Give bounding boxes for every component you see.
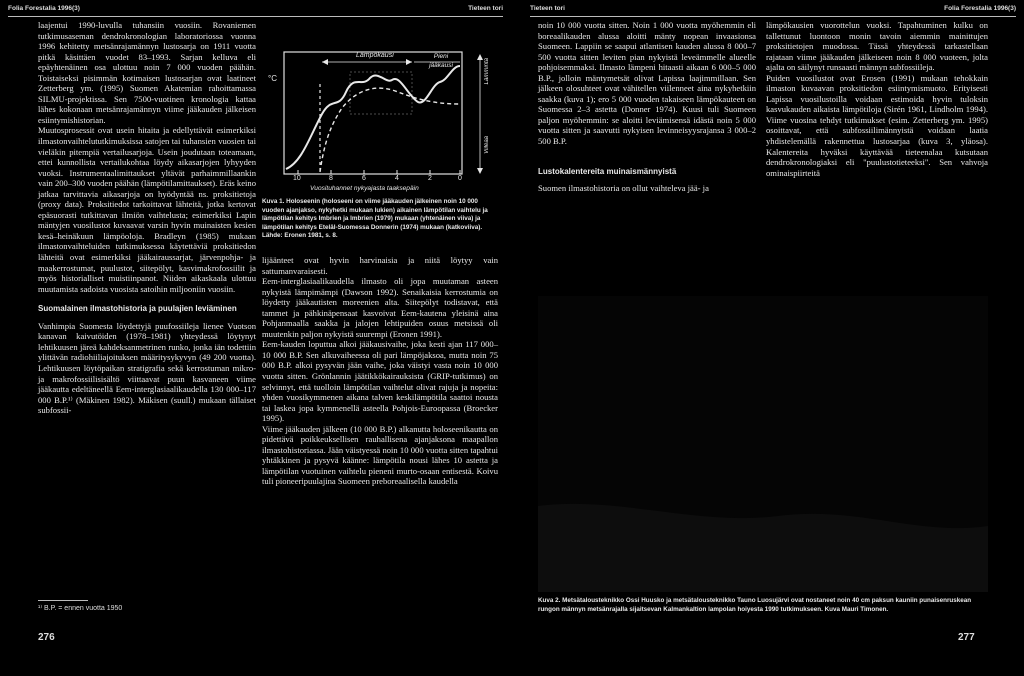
right-page-header [530, 2, 1016, 14]
photo-silhouette [538, 296, 988, 592]
left-page-header [8, 2, 503, 14]
figure-1-caption: Kuva 1. Holoseenin (holoseeni on viime jääkauden jälkeinen noin 10 000 vuoden ajanjakso, nykyhetki mukaan lukien) aikainen lämpötilan vaihtelu ja lämpötilan kehitys Imbrien ja Imbrien (1979) mukaan (yhtenäinen viiva) ja lämpötilan kehitys Eteläl-Suomessa Donnerin (1974) mukaan (katkoviiva). Lähde: Eronen 1981, s. 8. [262, 198, 488, 240]
right-section-title: Tieteen tori [530, 4, 565, 12]
paragraph: lämpökausien vuorottelun vuoksi. Tapahtuminen kulku on tallettunut luontoon monin tavoin aiemmin mainittujen proksitietojen muodossa. Tässä yhteydessä tarkastellaan rajataan viime jääkauden jälkeiseen noin 8 000 vuoteen, jolta ajalta on säilynyt runsaasti männyn subfossiileja. [766, 20, 988, 73]
paragraph: Eem-kauden loputtua alkoi jääkausivaihe, joka kesti ajan 117 000–10 000 B.P. Sen alkuvaiheessa oli pari lämpöjaksoa, mutta noin 75 000 B.P. alkoi pysyvän jään vaihe, joka väistyi vasta noin 10 000 vuotta sitten. Grönlannin jäätikkökairauksista (GRIP-tutkimus) on selvinnyt, että tuolloin lämpötilan vaihtelut olivat rajuja ja nopeita: yhden vuosikymmenen aikana talven keskilämpötila saattoi nousta tai laskea jopa kymmenellä asteella Pohjois-Euroopassa (Broecker 1995). [262, 339, 498, 424]
temperature-chart [262, 44, 500, 194]
second-column-text [262, 255, 498, 487]
figure-2-photo [538, 296, 988, 592]
paragraph: Eem-interglasiaalikaudella ilmasto oli jopa muutaman asteen nykyistä lämpimämpi (Dawson 1992). Senaikaisia kerrostumia on löydetty jääkautisten moreenien alta. Siitepölyt todistavat, että tammet ja pähkinäpensaat kasvoivat Eem-kautena yleisinä aina Pohjanmaalla saakka ja jalojen lehtipuiden osuus metsissä oli muutenkin paljon nykyistä suurempi (Eronen 1991). [262, 276, 498, 339]
paragraph: noin 10 000 vuotta sitten. Noin 1 000 vuotta myöhemmin eli boreaalikauden alussa aloitti mänty nopean invaasionsa Suomeen. Lappiin se saapui atlantisen kauden alussa 8 000–7 500 vuotta sitten leviten pian nykyistä leveämmelle alueelle pohjoisemmaksi. Ilmasto lämpeni hitaasti aikaan 6 000–5 000 B.P., jolloin mäntymetsät olivat Lapissa laajimmillaan. Sen jälkeen olosuhteet ovat vähitellen viilenneet aina nykyhetkiin saakka (kuva 1); ero 5 000 vuoden takaiseen lämpökauteen on Suomessa 2–3 astetta (Donner 1974). Kuusi tuli Suomeen paljon myöhemmin: se aloitti leviämisensä idästä noin 5 000 vuotta sitten ja saavutti nykyisen levinneisyysrajansa 3 000–2 500 B.P. [538, 20, 756, 147]
footnote-rule [38, 600, 88, 601]
x-tick: 4 [395, 175, 399, 182]
temperature-curve-imbrie [286, 66, 460, 169]
right-journal-title: Folia Forestalia 1996(3) [944, 4, 1016, 12]
section-heading: Suomalainen ilmastohistoria ja puulajien leviäminen [38, 304, 237, 314]
right-axis-warm: Lämmintä [484, 58, 490, 85]
paragraph: Puiden vuosilustot ovat Erosen (1991) mukaan tehokkain ilmaston kuvaavan proksitiedon esiintymismuoto. Erityisesti Lapissa vuosilustoilla voidaan estimoida hyvin tuloksin kasvukauden aikaista lämpötiloja (Sirén 1961, Lindholm 1994). Viime vuosina tehdyt tutkimukset (esim. Zetterberg ym. 1995) osoittavat, että subfossiilimännyistä voidaan laatia yhdistelemällä rakennettua lustosarjaa (kuva 3, yläosa). Kalentereita hyväksi käyttävää tieteenalaa kutsutaan dendrokronologiaksi eli "puulustotieteeksi". Sen vahvoja ominaispiirteitä [766, 72, 988, 178]
x-tick: 2 [428, 175, 432, 182]
left-column-text [38, 20, 256, 416]
paragraph: Suomen ilmastohistoria on ollut vaihteleva jää- ja [538, 183, 709, 194]
fourth-column-text [766, 20, 988, 178]
left-journal-title: Folia Forestalia 1996(3) [8, 4, 80, 12]
left-header-rule [8, 16, 503, 17]
figure-1 [262, 44, 500, 194]
x-tick: 6 [362, 175, 366, 182]
label-little-ice-age: Pieni jääkausi [429, 53, 453, 69]
x-tick: 0 [458, 175, 462, 182]
figure-2-caption: Kuva 2. Metsätalousteknikko Ossi Huusko ja metsätalousteknikko Tauno Luosujärvi ovat nostaneet noin 40 cm paksun kauniin punaisenruskean rungon männyn metsänrajalla sijaitsevan Kalmankaltion lampolan hoiyesta 1990 tutkimukseen. Kuva Mauri Timonen. [538, 597, 972, 613]
left-section-title: Tieteen tori [468, 4, 503, 12]
x-tick: 10 [293, 175, 301, 182]
paragraph: laajentui 1990-luvulla tuhansiin vuosiin. Rovaniemen tutkimusaseman dendrokronologian laboratoriossa vuonna 1996 kehitetty metsänrajamännyn lustosarja on 1911 vuotta pitkä käsittäen vuodet 83–1993. Sarjan kelluva eli epäyhtenäinen osa ulottuu noin 7 000 vuoden päähän. Toistaiseksi pisimmän kotimaisen lustosarjan ovat laatineet Zetterberg ym. (1995) Suomen Akatemian rahoittamassa SILMU-projektissa. Sen 7500-vuotinen kronologia kattaa lähes kokonaan metsänrajamännyn viime jääkauden jälkeisen esiintymishistorian. [38, 20, 256, 125]
paragraph: Vanhimpia Suomesta löydettyjä puufossiileja lienee Vuotson kanavan kaivutöiden (1978–1981) yhteydessä löytynyt lehtikuusen järeä kahdeksanmetrinen runko, jonka iän todettiin ylittävän radiohiiliajoituksen määritysykyvyn (49 200 vuotta). Lehtikuusen löytöpaikan stratigrafia sekä kerrostuman mikro- ja makrofossiilisisältö viittaavat puun kasvaneen viime jääkautta edeltäneellä Eem-interglasiaalikaudella 130 000–117 000 B.P.¹⁾ (Mäkinen 1982). Mäkisen (suull.) mukaan tällaiset subfossii- [38, 320, 256, 416]
paragraph: lijäänteet ovat hyvin harvinaisia ja niitä löytyy vain sattumanvaraisesti. [262, 255, 498, 276]
label-warm-period: Lämpökausi [356, 52, 394, 59]
footnote: ¹⁾ B.P. = ennen vuotta 1950 [38, 605, 123, 612]
third-column-text [538, 20, 756, 194]
paragraph: Viime jääkauden jälkeen (10 000 B.P.) alkanutta holoseenikautta on pidettävä poikkeuksellisen rauhallisena ajanjaksona maapallon ilmastohistoriassa. Jään väistyessä noin 10 000 vuotta sitten tapahtui yhtäkkinen ja pysyvä käänne: lämpötila nousi lähes 10 astetta ja lämpötilan vuotuinen vaihtelu pieneni murto-osaan entisestä. Koivu tuli pioneeripuulajina Suomeen preboreaalisella kaudella [262, 423, 498, 487]
y-axis-unit: °C [268, 74, 277, 83]
paragraph: Muutosprosessit ovat usein hitaita ja edellyttävät esimerkiksi ilmastonvaihtelututkimuksissa satojen tai tuhansien vuosien tai vieläkin pitempiä vertailusarjoja. Usein joudutaan toteamaan, ettei kunnollista vertailukohtaa löydy aikasarjojen lyhyyden vuoksi. Instrumentaalimittaukset yltävät parhaimmillaankin vain 200–300 vuoden päähän (lämpötilamittaukset). Eräs keino jatkaa tarvittavia aikasarjoja on hyödyntää ns. proksitietoja (proxy data). Proksitiedot tarkoittavat lähteitä, jotka kertovat epäsuorasti tutkittavan ilmiön vaihtelusta; esimerkiksi Lapin mäntyjen vuosilustot kuvaavat varsin hyvin muinaisten kesien kesä–heinäkuun lämpöoloja. Bradleyn (1985) mukaan ilmastonvaihteluiden tutkimuksessa käytettäviä proksitiedon lähteitä ovat esimerkiksi jääkairaussarjat, järvenpohja- ja maakerrostumat, puulustot, siitepölyt, kasvimakrofossiilit ja myös historialliset muistiinpanot. Niiden aikaskaala ulottuu muutamista sadoista vuosista satoihin miljooniin vuosiin. [38, 125, 256, 294]
right-page-number: 277 [958, 632, 975, 643]
section-heading: Lustokalentereita muinaismännyistä [538, 166, 677, 176]
right-header-rule [530, 16, 1016, 17]
left-page-number: 276 [38, 632, 55, 643]
x-axis-title: Vuosituhannet nykyajasta taaksepäin [310, 185, 419, 192]
right-axis-cool: Viileää [484, 136, 490, 154]
x-tick: 8 [329, 175, 333, 182]
